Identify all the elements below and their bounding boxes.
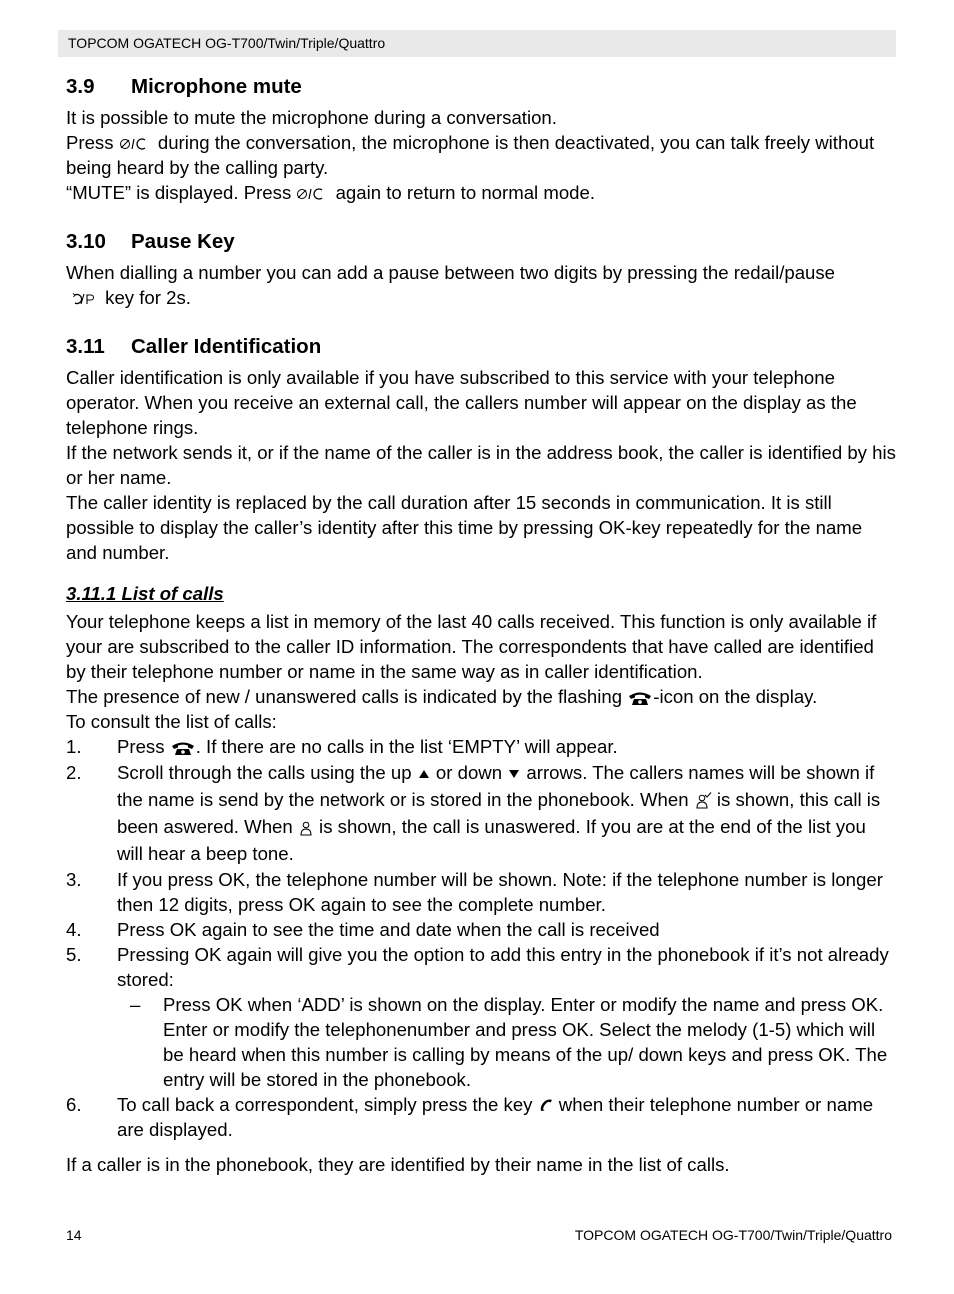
- section-title: Microphone mute: [131, 75, 302, 98]
- list-item: [66, 942, 896, 992]
- list-number: 1.: [66, 736, 82, 757]
- text-run: -icon on the display.: [653, 686, 818, 707]
- page-number: 14: [66, 1227, 82, 1243]
- text-run: when their telephone number or name are displayed.: [117, 1094, 874, 1140]
- text-run: Press: [117, 736, 165, 757]
- text-run: Press OK again to see the time and date when the call is received: [117, 919, 660, 940]
- sub-list-item: [66, 992, 896, 1092]
- paragraph: If a caller is in the phonebook, they are identified by their name in the list of calls.: [66, 1154, 730, 1175]
- header-title: TOPCOM OGATECH OG-T700/Twin/Triple/Quattro: [68, 35, 386, 51]
- phone-icon: [170, 740, 196, 756]
- section-number: 3.9: [66, 75, 95, 98]
- text-run: When dialling a number you can add a pause between two digits by pressing the redail/pause: [66, 262, 836, 283]
- list-number: 6.: [66, 1094, 82, 1115]
- answered-call-icon: [694, 792, 712, 810]
- list-dash: –: [130, 994, 141, 1015]
- paragraph: [66, 260, 896, 310]
- mute-key-icon: [119, 136, 153, 152]
- footer-title: TOPCOM OGATECH OG-T700/Twin/Triple/Quattro: [574, 1227, 892, 1243]
- subsection-heading-3-11-1: 3.11.1 List of calls: [66, 583, 224, 604]
- text-run: Scroll through the calls using the up: [117, 762, 412, 783]
- list-number: 3.: [66, 869, 82, 890]
- phone-icon: [627, 690, 653, 706]
- section-title: Caller Identification: [131, 335, 322, 358]
- mute-key-icon: [296, 186, 330, 202]
- handset-icon: [538, 1098, 554, 1114]
- list-item: [66, 1092, 896, 1142]
- paragraph: The caller identity is replaced by the call duration after 15 seconds in communication. It is still possible to display the caller’s identity after this time by pressing OK-key repeatedly for the name and number.: [66, 492, 863, 563]
- text-run: To call back a correspondent, simply press the key: [117, 1094, 533, 1115]
- redial-pause-key-icon: [66, 292, 100, 306]
- list-number: 4.: [66, 919, 82, 940]
- text-run: Press OK when ‘ADD’ is shown on the display. Enter or modify the name and press OK. Enter or modify the telephonenumber and press OK. Select the melody (1-5) which will be heard when this number is calling by means of the up/ down keys and press OK. The entry will be stored in the phonebook.: [163, 994, 888, 1090]
- unanswered-call-icon: [298, 819, 314, 837]
- text-run: “MUTE” is displayed. Press: [66, 182, 292, 203]
- section-heading-3-10: [66, 229, 896, 255]
- paragraph: If the network sends it, or if the name of the caller is in the address book, the caller is identified by his or her name.: [66, 442, 896, 488]
- text-run: Pressing OK again will give you the option to add this entry in the phonebook if it’s not already stored:: [117, 944, 889, 990]
- paragraph: [66, 180, 896, 205]
- text-run: again to return to normal mode.: [330, 182, 596, 203]
- text-run: is shown, the call is unaswered. If you are at the end of the list you will hear a beep tone.: [117, 816, 866, 864]
- paragraph: It is possible to mute the microphone during a conversation.: [66, 107, 557, 128]
- text-run: Press: [66, 132, 114, 153]
- paragraph: [66, 684, 896, 709]
- up-arrow-icon: [417, 768, 431, 780]
- text-run: . If there are no calls in the list ‘EMPTY’ will appear.: [195, 736, 618, 757]
- list-item: [66, 867, 896, 917]
- text-run: arrows. The callers names will be shown if the name is send by the network or is stored in the phonebook. When: [117, 762, 875, 810]
- paragraph: Caller identification is only available if you have subscribed to this service with your telephone operator. When you receive an external call, the callers number will appear on the display as the telephone rings.: [66, 367, 857, 438]
- list-number: 2.: [66, 762, 82, 783]
- paragraph: Your telephone keeps a list in memory of the last 40 calls received. This function is only available if your are subscribed to the caller ID information. The correspondents that have called are identified by their telephone number or name in the same way as in caller identification.: [66, 611, 877, 682]
- text-run: is shown, this call is been aswered. When: [117, 789, 881, 837]
- section-number: 3.11: [66, 335, 105, 358]
- section-number: 3.10: [66, 230, 106, 253]
- paragraph: To consult the list of calls:: [66, 711, 277, 732]
- section-title: Pause Key: [131, 230, 235, 253]
- page-content: [66, 74, 896, 1177]
- text-run: key for 2s.: [100, 287, 191, 308]
- list-item: [66, 759, 896, 867]
- list-number: 5.: [66, 944, 82, 965]
- section-heading-3-11: [66, 334, 896, 360]
- section-heading-3-9: [66, 74, 896, 100]
- down-arrow-icon: [507, 768, 521, 780]
- paragraph: [66, 130, 896, 180]
- list-item: [66, 917, 896, 942]
- text-run: If you press OK, the telephone number will be shown. Note: if the telephone number is longer then 12 digits, press OK again to see the complete number.: [117, 869, 883, 915]
- page-header: [58, 30, 896, 57]
- text-run: during the conversation, the microphone is then deactivated, you can talk freely without being heard by the calling party.: [66, 132, 875, 178]
- list-item: [66, 734, 896, 759]
- text-run: The presence of new / unanswered calls is indicated by the flashing: [66, 686, 623, 707]
- text-run: or down: [430, 762, 503, 783]
